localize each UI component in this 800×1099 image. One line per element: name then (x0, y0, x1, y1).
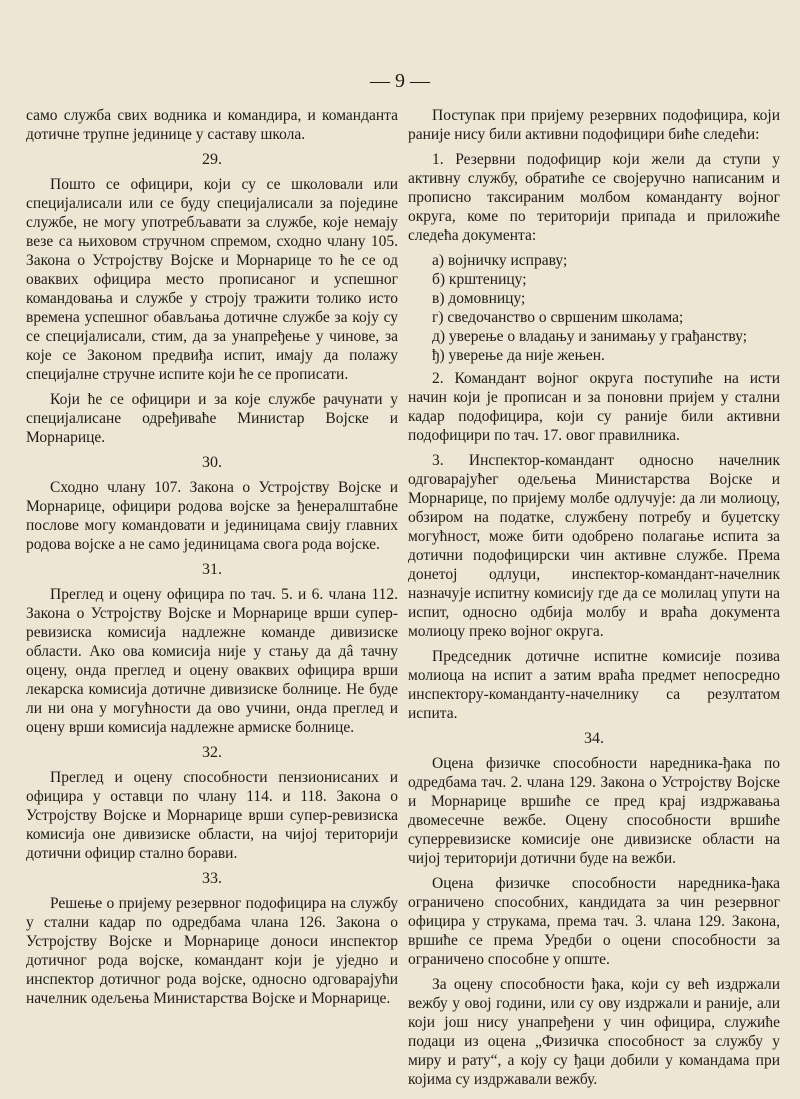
paragraph: Преглед и оцену официра по тач. 5. и 6. члана 112. Закона о Устројству Војске и Морнарице врши супер-ревизиска комисија надлежне команде дивизиске области. Ако ова комисија није у стању да дâ тачну оцену, онда преглед и оцену оваквих официра врши лекарска комисија дотичне дивизиске болнице. Не буде ли ни она у могућности да ово учини, онда преглед и оцену врши комисија надлежне армиске болнице. (26, 586, 398, 736)
paragraph: Који ће се официри и за које службе рачунати у специјалисане одређиваће Министар Војске и Морнарице. (26, 391, 398, 446)
paragraph: Сходно члану 107. Закона о Устројству Војске и Морнарице, официри родова војске за ђенералштабне послове могу командовати и јединицама свију главних родова војске а не само јединицама свога рода војске. (26, 479, 398, 553)
section-number: 30. (202, 454, 222, 471)
paragraph: 1. Резервни подофицир који жели да ступи у активну службу, обратиће се својеручно написаним и прописно таксираним молбом команданту војног округа, коме по територији припада и приложиће следећа документа: (408, 151, 780, 244)
paragraph: Оцена физичке способности наредника-ђака по одредбама тач. 2. члана 129. Закона о Устројству Војске и Морнарице вршиће се пред крај издржавања двомесечне вежбе. Оцену способности вршиће суперревизиске комисије оне дивизиске области на чијој територији дотични буде на вежби. (408, 755, 780, 867)
section-number: 33. (202, 870, 222, 887)
paragraph: Решење о пријему резервног подофицира на службу у стални кадар по одредбама члана 126. Закона о Устројству Војске и Морнарице доноси инспектор дотичног рода војске, командант који је уједно и инспектор дотичног рода војске, односно одговарајући начелник одељења Министарства Војске и Морнарице. (26, 895, 398, 1007)
list-item: д) уверење о владању и занимању у грађанству; (432, 328, 748, 345)
left-column (26, 106, 398, 1014)
paragraph: само служба свих водника и командира, и команданта дотичне трупне јединице у саставу школа. (26, 107, 398, 143)
list-item: г) сведочанство о свршеним школама; (432, 309, 684, 326)
right-column (408, 106, 780, 1095)
list-item: б) крштеницу; (432, 271, 527, 288)
paragraph: 3. Инспектор-командант односно начелник одговарајућег одељења Министарства Војске и Морнарице, по пријему молбе одлучује: да ли молиоцу, обзиром на податке, службену потребу и буџетску могућност, може бити одобрено полагање испита за дотични подофицирски чин активне службе. Према донетој одлуци, инспектор-командант-начелник назначује испитну комисију где да се молилац упути на испит, односно одбија молбу и враћа документа молиоцу преко војног округа. (408, 452, 780, 640)
section-number: 31. (202, 561, 222, 578)
page-number: — 9 — (370, 70, 430, 92)
paragraph: Пошто се официри, који су се школовали или специјалисали или се буду специјалисали за поједине службе, не могу употребљавати за службе, које немају везе са њиховом стручном спремом, сходно члану 105. Закона о Устројству Војске и Морнарице то ће се од оваквих официра место прописаног и успешног командовања и службе у строју тражити толико исто времена успешног обављања дотичне службе за коју су се специјалисали, стим, да за унапређење у чинове, за које се Законом предвиђа испит, имају да полажу специјалне стручне испите који ће се прописати. (26, 176, 398, 383)
list-item: ђ) уверење да није жењен. (432, 347, 605, 364)
list-item: а) војничку исправу; (432, 252, 568, 269)
section-number: 32. (202, 744, 222, 761)
section-number: 29. (202, 151, 222, 168)
paragraph: 2. Командант војног округа поступиће на исти начин који је прописан и за поновни пријем у стални кадар подофицира, који су раније били активни подофицири по тач. 17. овог правилника. (408, 370, 780, 444)
paragraph: За оцену способности ђака, који су већ издржали вежбу у овој години, или су ову издржали и раније, али који још нису унапређени у чин официра, служиће подаци из оцена „Физичка способност за службу у миру и рату“, а коју су ђаци добили у командама при којима су издржавали вежбу. (408, 976, 780, 1088)
paragraph: Председник дотичне испитне комисије позива молиоца на испит а затим враћа предмет непосредно инспектору-команданту-начелнику са резултатом испита. (408, 648, 780, 722)
list-item: в) домовницу; (432, 290, 526, 307)
paragraph: Оцена физичке способности наредника-ђака ограничено способних, кандидата за чин резервног официра у струкама, према тач. 3. члана 129. Закона, вршиће се према Уредби о оцени способности за ограничено способне у опште. (408, 875, 780, 968)
section-number: 34. (584, 730, 604, 747)
paragraph: Поступак при пријему резервних подофицира, који раније нису били активни подофицири биће следећи: (408, 107, 780, 143)
paragraph: Преглед и оцену способности пензионисаних и официра у оставци по члану 114. и 118. Закона о Устројству Војске и Морнарице врши супер-ревизиска комисија оне дивизиске области, на чијој територији дотични официр стално борави. (26, 769, 398, 862)
